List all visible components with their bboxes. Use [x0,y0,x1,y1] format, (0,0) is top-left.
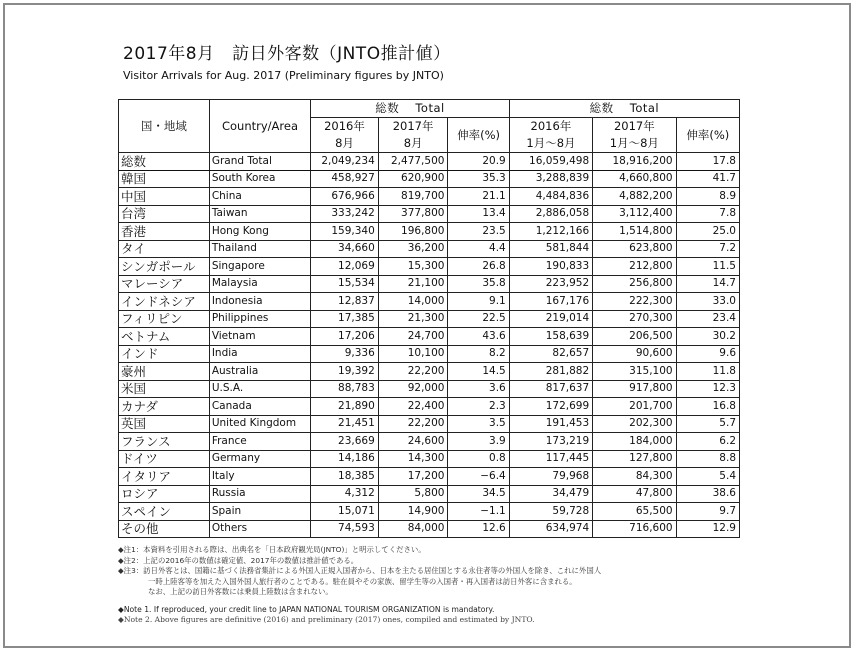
cell-region-jp: 中国 [119,188,210,206]
cell-aug-2017: 14,900 [378,503,448,521]
header-2017: 2017年 [378,118,448,136]
cell-aug-2017: 24,600 [378,433,448,451]
cell-cum-2017: 206,500 [593,328,676,346]
cell-region-jp: イタリア [119,468,210,486]
cell-cum-2017: 1,514,800 [593,223,676,241]
cell-cum-2017: 917,800 [593,380,676,398]
table-row [119,328,740,346]
cell-cum-2016: 117,445 [509,450,592,468]
cell-cum-2016: 191,453 [509,415,592,433]
cell-growth-aug: 23.5 [448,223,509,241]
cell-cum-2016: 3,288,839 [509,170,592,188]
cell-cum-2016: 79,968 [509,468,592,486]
cell-aug-2016: 15,534 [311,275,379,293]
cell-region-jp: ドイツ [119,450,210,468]
header-2016-sub: 8月 [311,135,379,153]
cell-cum-2016: 817,637 [509,380,592,398]
cell-aug-2016: 676,966 [311,188,379,206]
cell-cum-2017: 716,600 [593,520,676,538]
cell-growth-aug: −1.1 [448,503,509,521]
cell-aug-2017: 196,800 [378,223,448,241]
cell-growth-aug: 3.6 [448,380,509,398]
cell-country-en: Singapore [209,258,310,276]
cell-region-jp: その他 [119,520,210,538]
cell-cum-2017: 127,800 [593,450,676,468]
cell-aug-2016: 19,392 [311,363,379,381]
cell-aug-2016: 21,890 [311,398,379,416]
cell-region-jp: ロシア [119,485,210,503]
cell-growth-aug: 0.8 [448,450,509,468]
cell-country-en: Canada [209,398,310,416]
cell-region-jp: インドネシア [119,293,210,311]
document-subtitle: Visitor Arrivals for Aug. 2017 (Preliminary figures by JNTO) [123,69,444,82]
cell-region-jp: ベトナム [119,328,210,346]
cell-growth-cum: 14.7 [676,275,739,293]
cell-cum-2016: 219,014 [509,310,592,328]
cell-aug-2016: 18,385 [311,468,379,486]
cell-growth-aug: 3.9 [448,433,509,451]
cell-growth-aug: 4.4 [448,240,509,258]
cell-cum-2016: 1,212,166 [509,223,592,241]
cell-cum-2017: 222,300 [593,293,676,311]
cell-growth-aug: 12.6 [448,520,509,538]
cell-country-en: France [209,433,310,451]
table-row [119,205,740,223]
arrivals-table [118,99,740,538]
cell-cum-2016: 158,639 [509,328,592,346]
cell-cum-2016: 2,886,058 [509,205,592,223]
cell-growth-aug: 43.6 [448,328,509,346]
cell-growth-aug: 35.8 [448,275,509,293]
cell-region-jp: カナダ [119,398,210,416]
cell-aug-2016: 12,837 [311,293,379,311]
cell-growth-cum: 12.3 [676,380,739,398]
header-growth-month: 伸率(%) [448,118,509,153]
cell-growth-aug: −6.4 [448,468,509,486]
cell-cum-2016: 581,844 [509,240,592,258]
cell-country-en: Indonesia [209,293,310,311]
cell-cum-2016: 34,479 [509,485,592,503]
cell-aug-2017: 36,200 [378,240,448,258]
table-row [119,345,740,363]
cell-cum-2016: 172,699 [509,398,592,416]
cell-country-en: Grand Total [209,153,310,171]
cell-country-en: Others [209,520,310,538]
cell-aug-2016: 74,593 [311,520,379,538]
cell-cum-2016: 223,952 [509,275,592,293]
cell-growth-aug: 3.5 [448,415,509,433]
cell-cum-2017: 90,600 [593,345,676,363]
cell-growth-cum: 8.8 [676,450,739,468]
cell-cum-2017: 202,300 [593,415,676,433]
cell-growth-cum: 8.9 [676,188,739,206]
table-row [119,310,740,328]
note-2: ◆注2：上記の2016年の数値は確定値、2017年の数値は推計値である。 [118,555,359,565]
cell-growth-aug: 9.1 [448,293,509,311]
cell-cum-2016: 82,657 [509,345,592,363]
cell-growth-cum: 30.2 [676,328,739,346]
header-2016-cum: 2016年 [509,118,592,136]
cell-growth-cum: 16.8 [676,398,739,416]
cell-country-en: South Korea [209,170,310,188]
cell-growth-cum: 25.0 [676,223,739,241]
cell-aug-2017: 10,100 [378,345,448,363]
header-group-month: 総数 Total [311,100,510,118]
cell-aug-2017: 22,200 [378,363,448,381]
table-row [119,275,740,293]
cell-aug-2017: 5,800 [378,485,448,503]
table-row [119,293,740,311]
cell-aug-2016: 88,783 [311,380,379,398]
table-row [119,380,740,398]
cell-region-jp: 英国 [119,415,210,433]
cell-aug-2017: 2,477,500 [378,153,448,171]
cell-aug-2016: 159,340 [311,223,379,241]
note-1: ◆注1：本資料を引用される際は、出典名を「日本政府観光局(JNTO)」と明示してください。 [118,545,426,554]
cell-aug-2016: 21,451 [311,415,379,433]
footnotes [118,545,768,626]
cell-aug-2017: 22,200 [378,415,448,433]
cell-growth-aug: 14.5 [448,363,509,381]
cell-region-jp: 香港 [119,223,210,241]
cell-cum-2017: 270,300 [593,310,676,328]
cell-country-en: Taiwan [209,205,310,223]
cell-growth-aug: 2.3 [448,398,509,416]
cell-aug-2016: 17,206 [311,328,379,346]
table-row [119,240,740,258]
cell-cum-2016: 4,484,836 [509,188,592,206]
cell-aug-2016: 333,242 [311,205,379,223]
cell-aug-2016: 15,071 [311,503,379,521]
cell-cum-2017: 184,000 [593,433,676,451]
cell-region-jp: フィリピン [119,310,210,328]
table-row [119,258,740,276]
cell-country-en: Malaysia [209,275,310,293]
cell-aug-2017: 24,700 [378,328,448,346]
cell-country-en: India [209,345,310,363]
cell-aug-2017: 17,200 [378,468,448,486]
cell-country-en: Philippines [209,310,310,328]
cell-aug-2016: 17,385 [311,310,379,328]
table-row [119,188,740,206]
note-en-2: ◆Note 2. Above figures are definitive (2016) and preliminary (2017) ones, compiled and estimated by JNTO. [118,615,535,624]
cell-growth-aug: 8.2 [448,345,509,363]
cell-country-en: Spain [209,503,310,521]
table-row [119,223,740,241]
cell-growth-aug: 13.4 [448,205,509,223]
cell-aug-2017: 84,000 [378,520,448,538]
cell-region-jp: シンガポール [119,258,210,276]
cell-cum-2017: 4,660,800 [593,170,676,188]
cell-region-jp: フランス [119,433,210,451]
cell-aug-2016: 4,312 [311,485,379,503]
header-country-en: Country/Area [209,100,310,153]
cell-growth-cum: 6.2 [676,433,739,451]
cell-region-jp: 米国 [119,380,210,398]
cell-growth-cum: 23.4 [676,310,739,328]
header-2017-cum-sub: 1月～8月 [593,135,676,153]
header-region-jp: 国・地域 [119,100,210,153]
cell-growth-cum: 11.8 [676,363,739,381]
cell-aug-2016: 23,669 [311,433,379,451]
cell-aug-2016: 12,069 [311,258,379,276]
header-growth-cum: 伸率(%) [676,118,739,153]
note-3a: ◆注3：訪日外客とは、国籍に基づく法務省集計による外国人正規入国者から、日本を主たる居住国とする永住者等の外国人を除き、これに外国人 [118,566,602,575]
cell-region-jp: スペイン [119,503,210,521]
cell-growth-aug: 26.8 [448,258,509,276]
note-3c: なお、上記の訪日外客数には乗員上陸数は含まれない。 [148,587,333,596]
cell-cum-2016: 173,219 [509,433,592,451]
cell-growth-cum: 9.7 [676,503,739,521]
table-row [119,415,740,433]
cell-aug-2017: 377,800 [378,205,448,223]
cell-aug-2017: 14,300 [378,450,448,468]
table-row [119,153,740,171]
note-en-1: ◆Note 1. If reproduced, your credit line to JAPAN NATIONAL TOURISM ORGANIZATION is mandatory. [118,604,495,614]
cell-growth-cum: 7.8 [676,205,739,223]
cell-aug-2016: 34,660 [311,240,379,258]
cell-cum-2016: 59,728 [509,503,592,521]
document-title: 2017年8月 訪日外客数（JNTO推計値） [123,44,451,64]
cell-cum-2017: 47,800 [593,485,676,503]
cell-country-en: Hong Kong [209,223,310,241]
cell-growth-aug: 20.9 [448,153,509,171]
cell-region-jp: インド [119,345,210,363]
cell-growth-cum: 7.2 [676,240,739,258]
table-row [119,503,740,521]
cell-growth-aug: 21.1 [448,188,509,206]
cell-cum-2017: 84,300 [593,468,676,486]
cell-country-en: Australia [209,363,310,381]
cell-country-en: United Kingdom [209,415,310,433]
header-2017-cum: 2017年 [593,118,676,136]
cell-growth-cum: 5.7 [676,415,739,433]
cell-growth-aug: 34.5 [448,485,509,503]
cell-cum-2017: 256,800 [593,275,676,293]
cell-cum-2016: 634,974 [509,520,592,538]
cell-growth-cum: 33.0 [676,293,739,311]
cell-aug-2017: 14,000 [378,293,448,311]
table-row [119,398,740,416]
table-row [119,450,740,468]
cell-cum-2016: 167,176 [509,293,592,311]
cell-cum-2017: 4,882,200 [593,188,676,206]
cell-aug-2017: 620,900 [378,170,448,188]
cell-aug-2016: 14,186 [311,450,379,468]
cell-cum-2017: 315,100 [593,363,676,381]
cell-cum-2017: 65,500 [593,503,676,521]
cell-growth-cum: 38.6 [676,485,739,503]
cell-cum-2017: 201,700 [593,398,676,416]
cell-growth-cum: 9.6 [676,345,739,363]
table-row [119,433,740,451]
cell-cum-2017: 212,800 [593,258,676,276]
cell-growth-cum: 5.4 [676,468,739,486]
cell-aug-2016: 9,336 [311,345,379,363]
cell-country-en: Italy [209,468,310,486]
header-2017-sub: 8月 [378,135,448,153]
cell-region-jp: 豪州 [119,363,210,381]
header-group-cumulative: 総数 Total [509,100,739,118]
cell-growth-cum: 11.5 [676,258,739,276]
cell-region-jp: 台湾 [119,205,210,223]
cell-region-jp: タイ [119,240,210,258]
table-row [119,520,740,538]
header-2016: 2016年 [311,118,379,136]
cell-region-jp: マレーシア [119,275,210,293]
cell-country-en: China [209,188,310,206]
cell-cum-2016: 281,882 [509,363,592,381]
cell-aug-2017: 22,400 [378,398,448,416]
cell-growth-cum: 41.7 [676,170,739,188]
cell-aug-2016: 458,927 [311,170,379,188]
cell-cum-2017: 623,800 [593,240,676,258]
cell-cum-2016: 190,833 [509,258,592,276]
table-row [119,468,740,486]
table-row [119,170,740,188]
cell-growth-cum: 12.9 [676,520,739,538]
cell-country-en: Russia [209,485,310,503]
header-2016-cum-sub: 1月～8月 [509,135,592,153]
cell-aug-2016: 2,049,234 [311,153,379,171]
cell-aug-2017: 15,300 [378,258,448,276]
cell-country-en: Vietnam [209,328,310,346]
cell-aug-2017: 92,000 [378,380,448,398]
cell-aug-2017: 21,300 [378,310,448,328]
cell-growth-cum: 17.8 [676,153,739,171]
cell-growth-aug: 35.3 [448,170,509,188]
cell-aug-2017: 21,100 [378,275,448,293]
note-3b: 一時上陸客等を加えた入国外国人旅行者のことである。駐在員やその家族、留学生等の入国者・再入国者は訪日外客に含まれる。 [148,576,577,586]
cell-cum-2017: 18,916,200 [593,153,676,171]
cell-growth-aug: 22.5 [448,310,509,328]
cell-aug-2017: 819,700 [378,188,448,206]
cell-cum-2017: 3,112,400 [593,205,676,223]
cell-country-en: Thailand [209,240,310,258]
cell-country-en: Germany [209,450,310,468]
cell-cum-2016: 16,059,498 [509,153,592,171]
cell-country-en: U.S.A. [209,380,310,398]
table-row [119,363,740,381]
cell-region-jp: 韓国 [119,170,210,188]
table-row [119,485,740,503]
table-body [119,153,740,538]
cell-region-jp: 総数 [119,153,210,171]
